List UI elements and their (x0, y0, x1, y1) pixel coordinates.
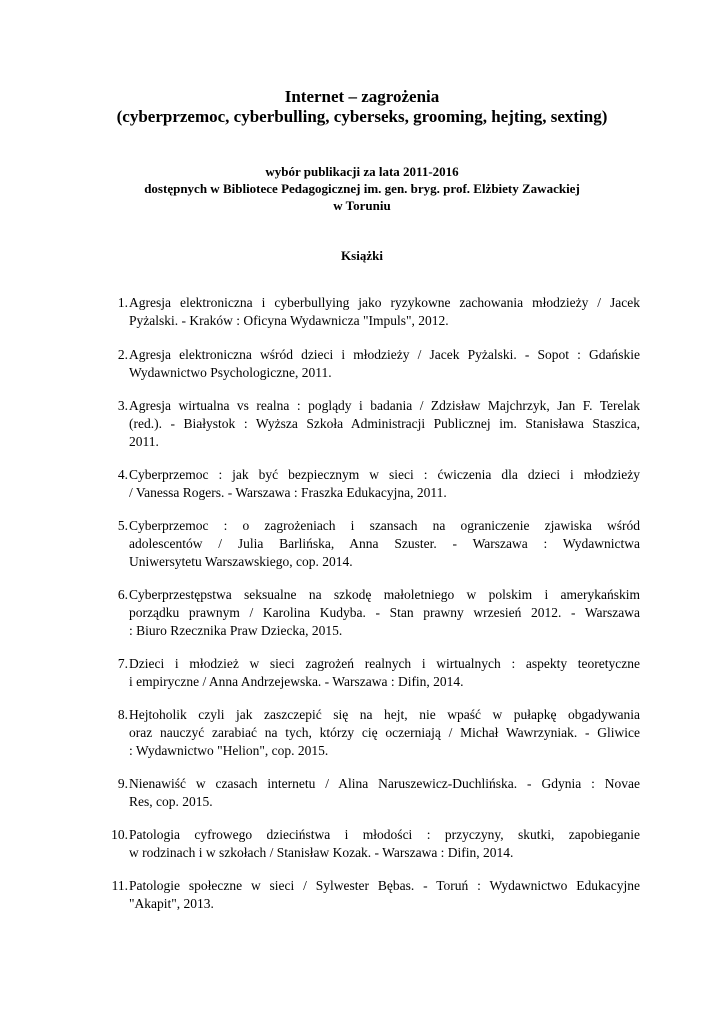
list-item-citation (129, 346, 640, 382)
list-item-citation (129, 517, 640, 571)
citation-line: Wydawnictwo Psychologiczne, 2011. (129, 365, 332, 380)
list-item-number: 9. (117, 776, 128, 791)
citation-line: Patologia cyfrowego dzieciństwa i młodości : przyczyny, skutki, zapobieganie (129, 827, 640, 842)
citation-line: Cyberprzestępstwa seksualne na szkodę małoletniego w polskim i amerykańskim (129, 587, 640, 602)
subtitle-library: dostępnych w Bibliotece Pedagogicznej im. gen. bryg. prof. Elżbiety Zawackiej (144, 181, 580, 196)
list-item-citation (129, 826, 640, 862)
list-item-number: 7. (117, 656, 128, 671)
subtitle-city: w Toruniu (333, 198, 391, 213)
citation-line: Agresja elektroniczna wśród dzieci i młodzieży / Jacek Pyżalski. - Sopot : Gdańskie (129, 347, 640, 362)
list-item-citation (129, 397, 640, 451)
list-item-citation (129, 655, 640, 691)
citation-line: (red.). - Białystok : Wyższa Szkoła Administracji Publicznej im. Stanisława Staszica, (129, 416, 640, 431)
list-item-number: 8. (117, 707, 128, 722)
document-title: Internet – zagrożenia (284, 87, 440, 106)
citation-line: : Biuro Rzecznika Praw Dziecka, 2015. (129, 623, 343, 638)
citation-line: Hejtoholik czyli jak zaszczepić się na hejt, nie wpaść w pułapkę obgadywania (129, 707, 640, 722)
citation-line: porządku prawnym / Karolina Kudyba. - Stan prawny wrzesień 2012. - Warszawa (129, 605, 640, 620)
list-item-citation (129, 466, 640, 502)
list-item-number: 1. (117, 295, 128, 310)
citation-line: / Vanessa Rogers. - Warszawa : Fraszka Edukacyjna, 2011. (129, 485, 447, 500)
citation-line: Uniwersytetu Warszawskiego, cop. 2014. (129, 554, 353, 569)
citation-line: Agresja wirtualna vs realna : poglądy i badania / Zdzisław Majchrzyk, Jan F. Terelak (129, 398, 640, 413)
section-heading-books: Książki (341, 248, 383, 263)
citation-line: Pyżalski. - Kraków : Oficyna Wydawnicza "Impuls", 2012. (129, 313, 449, 328)
list-item-number: 5. (117, 518, 128, 533)
citation-line: Patologie społeczne w sieci / Sylwester Bębas. - Toruń : Wydawnictwo Edukacyjne (129, 878, 640, 893)
list-item-number: 11. (111, 878, 128, 893)
citation-line: Res, cop. 2015. (129, 794, 213, 809)
citation-line: oraz nauczyć zarabiać na tych, którzy cię oczerniają / Michał Wawrzyniak. - Gliwice (129, 725, 640, 740)
citation-line: 2011. (129, 434, 159, 449)
citation-line: Nienawiść w czasach internetu / Alina Naruszewicz-Duchlińska. - Gdynia : Novae (129, 776, 640, 791)
list-item-number: 4. (117, 467, 128, 482)
list-item-citation (129, 775, 640, 811)
citation-line: Dzieci i młodzież w sieci zagrożeń realnych i wirtualnych : aspekty teoretyczne (129, 656, 640, 671)
citation-line: : Wydawnictwo "Helion", cop. 2015. (129, 743, 329, 758)
citation-line: w rodzinach i w szkołach / Stanisław Kozak. - Warszawa : Difin, 2014. (129, 845, 514, 860)
subtitle-scope: wybór publikacji za lata 2011-2016 (265, 164, 459, 179)
citation-line: Agresja elektroniczna i cyberbullying jako ryzykowne zachowania młodzieży / Jacek (129, 295, 640, 310)
list-item-citation (129, 586, 640, 640)
list-item-citation (129, 294, 640, 330)
citation-line: adolescentów / Julia Barlińska, Anna Szuster. - Warszawa : Wydawnictwa (129, 536, 640, 551)
list-item-number: 2. (117, 347, 128, 362)
citation-line: Cyberprzemoc : jak być bezpiecznym w sieci : ćwiczenia dla dzieci i młodzieży (129, 467, 640, 482)
list-item-number: 10. (111, 827, 128, 842)
list-item-citation (129, 877, 640, 913)
citation-line: Cyberprzemoc : o zagrożeniach i szansach na ograniczenie zjawiska wśród (129, 518, 640, 533)
list-item-citation (129, 706, 640, 760)
document-title-topics: (cyberprzemoc, cyberbulling, cyberseks, grooming, hejting, sexting) (116, 107, 608, 126)
list-item-number: 6. (117, 587, 128, 602)
list-item-number: 3. (117, 398, 128, 413)
citation-line: i empiryczne / Anna Andrzejewska. - Warszawa : Difin, 2014. (129, 674, 464, 689)
citation-line: "Akapit", 2013. (129, 896, 214, 911)
